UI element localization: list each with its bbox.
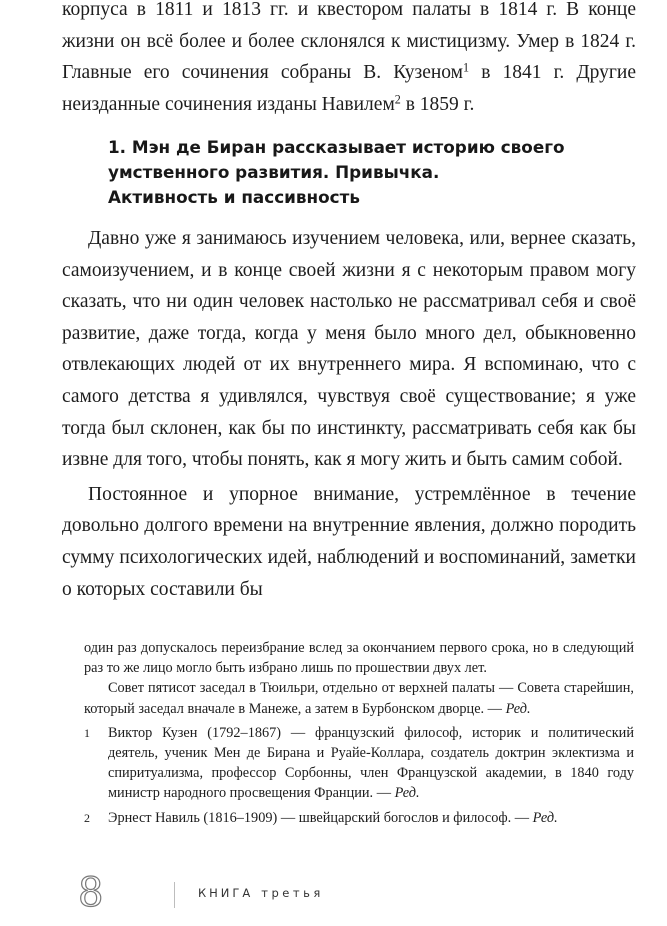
footnote-continuation: один раз допускалось переизбрание вслед за окончанием первого срока, но в следующий раз то же лицо могло быть избрано лишь по прошествии двух лет. <box>84 640 634 677</box>
body-paragraph: Постоянное и упорное внимание, устремлённое в течение довольно долгого времени на внутренние явления, должно породить сумму психологических идей, наблюдений и воспоминаний, заметки о которых составили бы <box>62 483 636 600</box>
footnote-ref-2[interactable]: 2 <box>394 92 401 107</box>
running-head-part: третья <box>261 886 324 900</box>
heading-line: 1. Мэн де Биран рассказывает историю своего <box>108 137 565 157</box>
footnote-2 <box>84 808 634 828</box>
intro-paragraph <box>62 0 636 120</box>
footnote-continuation <box>84 678 634 718</box>
section-heading <box>108 135 628 210</box>
footnote-continuation-text: Совет пятисот заседал в Тюильри, отдельно от верхней палаты — Совета старейшин, который заседал вначале в Манеже, а затем в Бурбонском дворце. — <box>84 680 634 717</box>
heading-line: умственного развития. Привычка. <box>108 162 440 182</box>
running-head-book: КНИГА <box>198 886 254 900</box>
intro-line: в 1841 г. <box>481 62 565 84</box>
footnote-ref-1[interactable]: 1 <box>463 60 470 75</box>
footnote-number: 1 <box>84 725 90 740</box>
footnotes <box>84 638 634 828</box>
section-body <box>62 223 636 605</box>
intro-line: корпуса в 1811 и 1813 гг. и квестором палаты в 1814 г. В конце <box>62 0 636 20</box>
editor-mark: Ред. <box>394 785 420 802</box>
body-paragraph: Давно уже я занимаюсь изучением человека, или, вернее сказать, самоизучением, и в конце своей жизни я с некоторым правом могу сказать, что ни один человек настолько не рассматривал себя и своё развитие, даже тогда, когда у меня было много дел, обыкновенно отвлекающих людей от их внутреннего мира. Я вспоминаю, что с самого детства я удивлялся, чувствуя своё существование; я уже тогда был склонен, как бы по инстинкту, рассматривать себя как бы извне для того, чтобы понять, как я могу жить и быть самим собой. <box>62 228 636 471</box>
heading-line: Активность и пассивность <box>108 187 360 207</box>
page-number: 8 <box>78 870 104 916</box>
footnote-text: Эрнест Навиль (1816–1909) — швейцарский богослов и философ. — <box>108 809 530 826</box>
intro-line: жизни он всё более и более склонялся к мистицизму. Умер <box>62 30 560 52</box>
running-head <box>198 886 324 900</box>
editor-mark: Ред. <box>532 809 558 826</box>
intro-line: Другие неизданные сочинения изданы Навилем <box>62 62 637 115</box>
footnote-1 <box>84 723 634 804</box>
intro-text <box>62 0 636 120</box>
intro-line: в 1824 г. Главные его сочинения собраны В. Кузеном <box>62 30 636 84</box>
footnote-number: 2 <box>84 810 90 825</box>
intro-line: в 1859 г. <box>405 93 475 115</box>
footer-divider <box>174 882 175 908</box>
footnote-text: Виктор Кузен (1792–1867) — французский философ, историк и политический деятель, ученик Мен де Бирана и Руайе-Коллара, создатель доктрин эклектизма и спиритуализма, профессор Сорбонны, член Французской академии, в 1840 году министр народного просвещения Франции. — <box>108 724 634 802</box>
editor-mark: Ред. <box>505 700 531 717</box>
